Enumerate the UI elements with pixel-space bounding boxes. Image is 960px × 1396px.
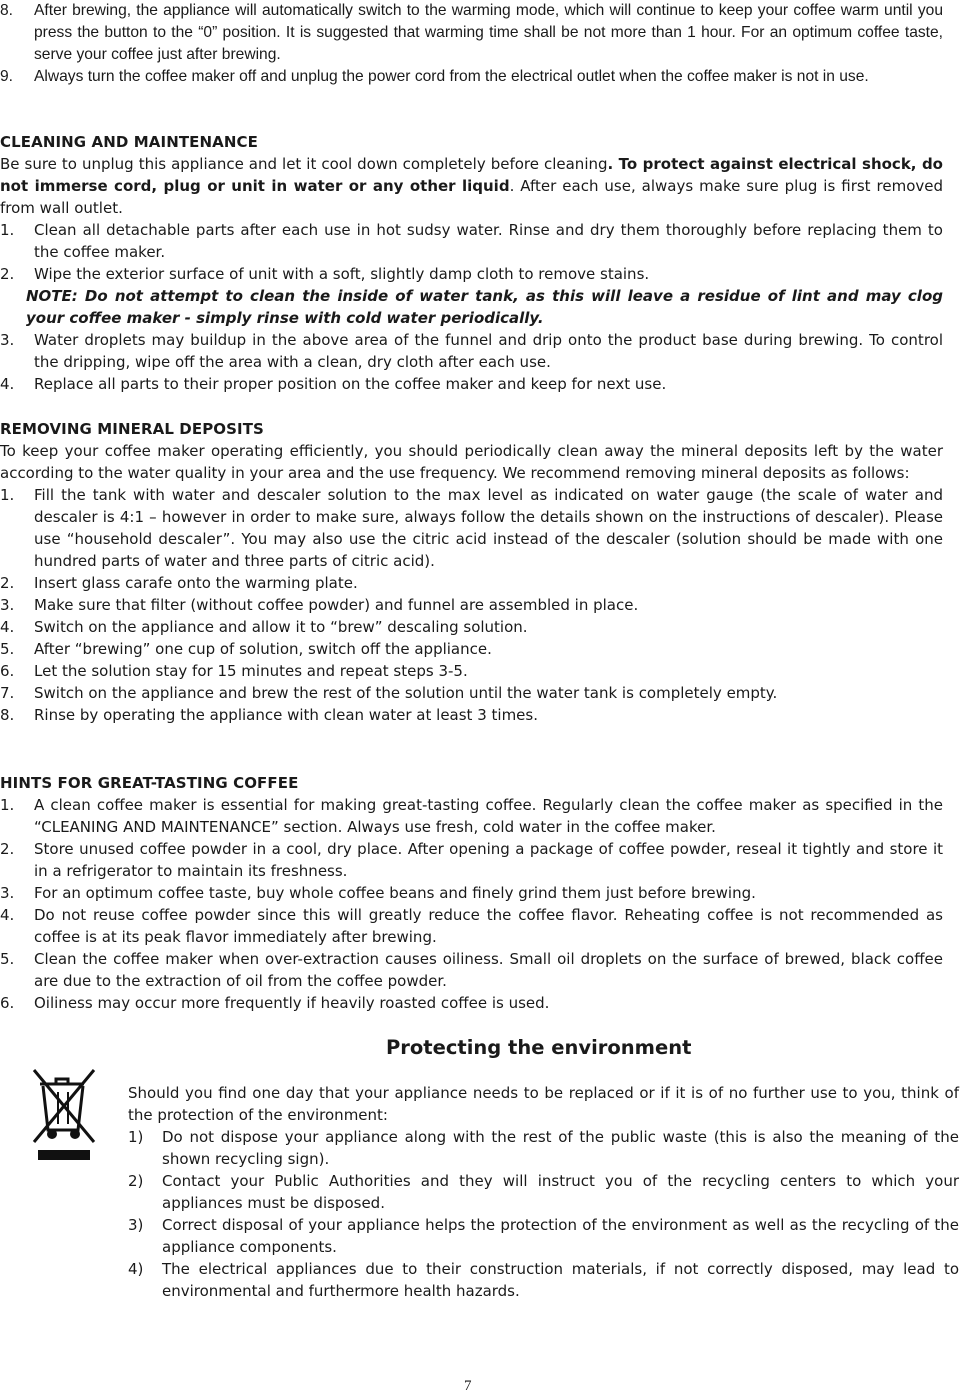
item-number: 4. — [0, 906, 15, 924]
item-text: Rinse by operating the appliance with clean water at least 3 times. — [34, 706, 538, 724]
item-number: 1. — [0, 221, 15, 239]
cleaning-intro — [0, 153, 943, 219]
list-item — [128, 1258, 959, 1302]
environment-section — [128, 1082, 959, 1302]
list-item — [0, 704, 943, 726]
list-item — [0, 682, 943, 704]
bin-wheel — [70, 1129, 80, 1139]
item-text: For an optimum coffee taste, buy whole coffee beans and finely grind them just before brewing. — [34, 884, 756, 902]
list-item — [0, 263, 943, 285]
list-item — [0, 373, 943, 395]
item-text: Make sure that filter (without coffee powder) and funnel are assembled in place. — [34, 596, 639, 614]
item-text: After “brewing” one cup of solution, switch off the appliance. — [34, 640, 492, 658]
item-number: 4) — [128, 1260, 144, 1278]
list-item — [0, 484, 943, 572]
item-number: 2. — [0, 574, 15, 592]
item-text: Replace all parts to their proper position on the coffee maker and keep for next use. — [34, 375, 667, 393]
item-number: 8. — [0, 2, 14, 19]
cleaning-section — [0, 131, 943, 395]
top-list — [0, 0, 943, 88]
item-number: 1) — [128, 1128, 144, 1146]
intro-text-end: . After each use, always make sure plug is first removed from wall outlet. — [0, 177, 943, 217]
item-text: Insert glass carafe onto the warming plate. — [34, 574, 358, 592]
list-item — [0, 660, 943, 682]
item-number: 3. — [0, 331, 15, 349]
item-text: Do not dispose your appliance along with the rest of the public waste (this is also the meaning of the shown recycling sign). — [162, 1128, 959, 1168]
list-item — [0, 219, 943, 263]
mineral-section — [0, 418, 943, 726]
section-heading: REMOVING MINERAL DEPOSITS — [0, 420, 264, 438]
item-text: After brewing, the appliance will automatically switch to the warming mode, which will continue to keep your coffee warm until you press the button to the “0” position. It is suggested that warming time shall be not more than 1 hour. For an optimum coffee taste, serve your coffee just after brewing. — [34, 2, 943, 63]
section-heading: HINTS FOR GREAT-TASTING COFFEE — [0, 774, 299, 792]
crossed-out-wheelie-bin-icon — [28, 1064, 100, 1164]
environment-title: Protecting the environment — [386, 1036, 692, 1059]
item-number: 2. — [0, 840, 15, 858]
item-number: 3) — [128, 1216, 144, 1234]
item-text: Clean all detachable parts after each use in hot sudsy water. Rinse and dry them thoroughly before replacing them to the coffee maker. — [34, 221, 943, 261]
item-number: 2) — [128, 1172, 144, 1190]
list-item — [128, 1170, 959, 1214]
item-text: A clean coffee maker is essential for making great-tasting coffee. Regularly clean the coffee maker as specified in the “CLEANING AND MAINTENANCE” section. Always use fresh, cold water in the coffee maker. — [34, 796, 943, 836]
list-item — [0, 948, 943, 992]
item-text: Switch on the appliance and brew the rest of the solution until the water tank is completely empty. — [34, 684, 778, 702]
item-number: 5. — [0, 640, 15, 658]
item-text: Always turn the coffee maker off and unplug the power cord from the electrical outlet when the coffee maker is not in use. — [34, 68, 869, 85]
list-item — [0, 66, 943, 88]
item-text: Water droplets may buildup in the above area of the funnel and drip onto the product base during brewing. To control the dripping, wipe off the area with a clean, dry cloth after each use. — [34, 331, 943, 371]
item-number: 7. — [0, 684, 15, 702]
list-item — [0, 992, 943, 1014]
cleaning-note: NOTE: Do not attempt to clean the inside of water tank, as this will leave a residue of lint and may clog your coffee maker - simply rinse with cold water periodically. — [26, 287, 943, 327]
list-item — [0, 616, 943, 638]
item-number: 1. — [0, 796, 15, 814]
item-number: 8. — [0, 706, 15, 724]
item-text: Wipe the exterior surface of unit with a soft, slightly damp cloth to remove stains. — [34, 265, 650, 283]
list-item — [0, 594, 943, 616]
item-number: 3. — [0, 884, 15, 902]
list-item — [0, 572, 943, 594]
bin-wheel — [47, 1129, 57, 1139]
section-heading: CLEANING AND MAINTENANCE — [0, 133, 259, 151]
intro-text: Be sure to unplug this appliance and let it cool down completely before cleaning — [0, 155, 608, 173]
item-text: Contact your Public Authorities and they will instruct you of the recycling centers to which your appliances must be disposed. — [162, 1172, 959, 1212]
item-text: Oiliness may occur more frequently if heavily roasted coffee is used. — [34, 994, 550, 1012]
item-number: 6. — [0, 662, 15, 680]
list-item — [128, 1214, 959, 1258]
item-text: Switch on the appliance and allow it to “brew” descaling solution. — [34, 618, 528, 636]
item-number: 5. — [0, 950, 15, 968]
page-number: 7 — [464, 1378, 472, 1394]
item-number: 4. — [0, 618, 15, 636]
hints-section — [0, 772, 943, 1014]
item-number: 9. — [0, 68, 14, 85]
item-number: 6. — [0, 994, 15, 1012]
item-text: Correct disposal of your appliance helps the protection of the environment as well as the recycling of the appliance components. — [162, 1216, 959, 1256]
list-item — [0, 794, 943, 838]
item-text: Let the solution stay for 15 minutes and repeat steps 3-5. — [34, 662, 468, 680]
bin-bar — [38, 1150, 90, 1160]
intro-warning: . To protect against electrical shock, do not immerse cord, plug or unit in water or any other liquid — [0, 155, 943, 195]
list-item — [0, 0, 943, 66]
environment-intro: Should you find one day that your appliance needs to be replaced or if it is of no further use to you, think of the protection of the environment: — [128, 1084, 959, 1124]
item-text: Fill the tank with water and descaler solution to the max level as indicated on water gauge (the scale of water and descaler is 4:1 – however in order to make sure, always follow the details shown on the instructions of descaler). Please use “household descaler”. You may also use the citric acid instead of the descaler (solution should be made with one hundred parts of water and three parts of citric acid). — [34, 486, 943, 570]
item-text: Do not reuse coffee powder since this will greatly reduce the coffee flavor. Reheating coffee is not recommended as coffee is at its peak flavor immediately after brewing. — [34, 906, 943, 946]
mineral-intro: To keep your coffee maker operating efficiently, you should periodically clean away the mineral deposits left by the water according to the water quality in your area and the use frequency. We recommend removing mineral deposits as follows: — [0, 442, 943, 482]
item-number: 2. — [0, 265, 15, 283]
item-number: 4. — [0, 375, 15, 393]
list-item — [0, 329, 943, 373]
list-item — [0, 638, 943, 660]
item-number: 3. — [0, 596, 15, 614]
item-number: 1. — [0, 486, 15, 504]
list-item — [0, 838, 943, 882]
item-text: Clean the coffee maker when over-extraction causes oiliness. Small oil droplets on the surface of brewed, black coffee are due to the extraction of oil from the coffee powder. — [34, 950, 943, 990]
item-text: The electrical appliances due to their construction materials, if not correctly disposed, may lead to environmental and furthermore health hazards. — [162, 1260, 959, 1300]
item-text: Store unused coffee powder in a cool, dry place. After opening a package of coffee powder, reseal it tightly and store it in a refrigerator to maintain its freshness. — [34, 840, 943, 880]
list-item — [0, 904, 943, 948]
list-item — [0, 882, 943, 904]
list-item — [128, 1126, 959, 1170]
